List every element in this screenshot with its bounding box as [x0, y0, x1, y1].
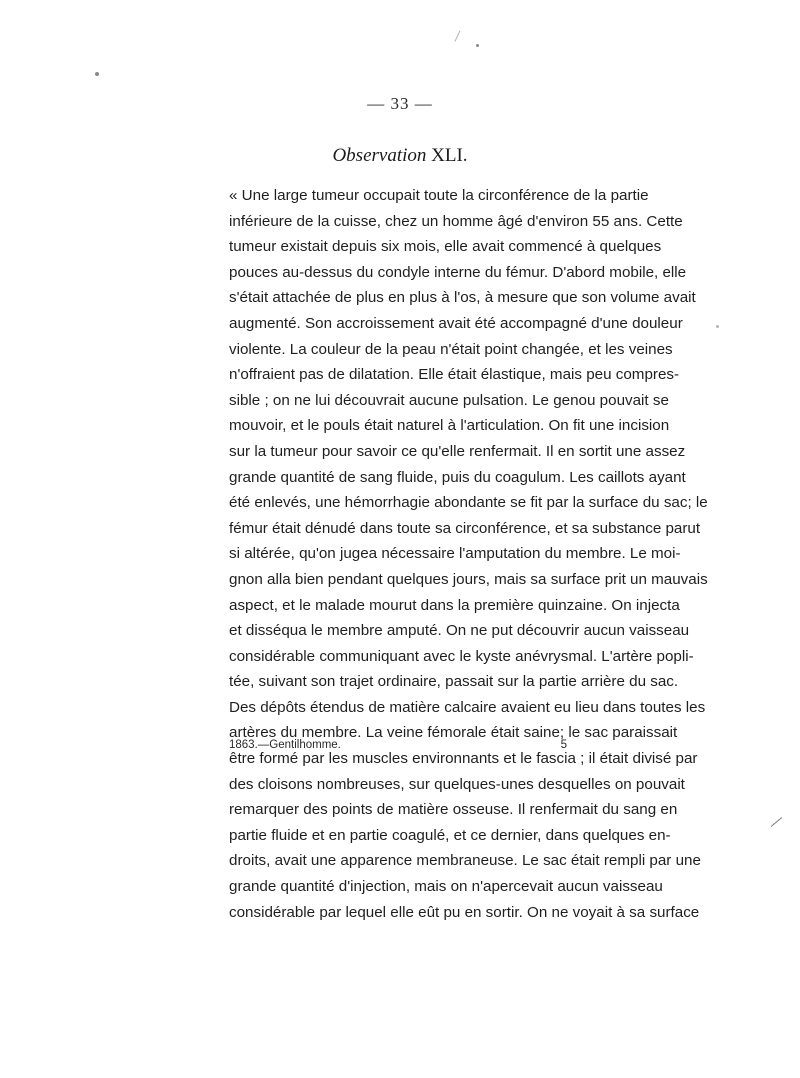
paper-speck — [716, 325, 719, 328]
page-title — [0, 145, 800, 167]
text-line: sible ; on ne lui découvrait aucune pulsation. Le genou pouvait se — [229, 391, 669, 409]
text-line: si altérée, qu'on jugea nécessaire l'amputation du membre. Le moi- — [229, 545, 681, 563]
text-line: sur la tumeur pour savoir ce qu'elle renfermait. Il en sortit une assez — [229, 442, 686, 460]
signature-number: 5 — [560, 739, 567, 751]
text-line: grande quantité d'injection, mais on n'apercevait aucun vaisseau — [229, 878, 663, 896]
paper-speck — [476, 44, 479, 47]
body-paragraph — [229, 183, 708, 925]
text-line: inférieure de la cuisse, chez un homme âgé d'environ 55 ans. Cette — [229, 212, 683, 230]
text-line: considérable par lequel elle eût pu en sortir. On ne voyait à sa surface — [229, 903, 700, 921]
text-line: mouvoir, et le pouls était naturel à l'articulation. On fit une incision — [229, 417, 670, 435]
text-line: remarquer des points de matière osseuse. Il renfermait du sang en — [229, 801, 678, 819]
text-line: tumeur existait depuis six mois, elle avait commencé à quelques — [229, 238, 662, 256]
text-line: gnon alla bien pendant quelques jours, mais sa surface prit un mauvais — [229, 570, 708, 588]
text-line: s'était attachée de plus en plus à l'os, à mesure que son volume avait — [229, 289, 696, 307]
page-number: — 33 — — [367, 94, 433, 113]
text-line: n'offraient pas de dilatation. Elle était élastique, mais peu compres- — [229, 366, 680, 384]
text-line: violente. La couleur de la peau n'était point changée, et les veines — [229, 340, 673, 358]
text-line: pouces au-dessus du condyle interne du fémur. D'abord mobile, elle — [229, 263, 687, 281]
printer-signature: 1863.—Gentilhomme. — [229, 739, 341, 751]
text-line: partie fluide et en partie coagulé, et ce dernier, dans quelques en- — [229, 826, 671, 844]
text-line: augmenté. Son accroissement avait été accompagné d'une douleur — [229, 314, 683, 332]
title-italic: Observation — [332, 145, 427, 166]
text-line: Des dépôts étendus de matière calcaire avaient eu lieu dans toutes les — [229, 698, 706, 716]
text-line: et disséqua le membre amputé. On ne put découvrir aucun vaisseau — [229, 622, 690, 640]
text-line: tée, suivant son trajet ordinaire, passait sur la partie arrière du sac. — [229, 673, 679, 691]
paper-speck — [95, 72, 99, 76]
text-line: des cloisons nombreuses, sur quelques-unes desquelles on pouvait — [229, 775, 685, 793]
text-line: « Une large tumeur occupait toute la circonférence de la partie — [229, 187, 649, 204]
paper-mark — [771, 817, 782, 827]
text-line: grande quantité de sang fluide, puis du coagulum. Les caillots ayant — [229, 468, 686, 486]
text-line: artères du membre. La veine fémorale était saine; le sac paraissait — [229, 724, 678, 742]
text-line: aspect, et le malade mourut dans la première quinzaine. On injecta — [229, 596, 680, 614]
text-line: été enlevés, une hémorrhagie abondante se fit par la surface du sac; le — [229, 494, 708, 512]
text-line: fémur était dénudé dans toute sa circonférence, et sa substance parut — [229, 519, 701, 537]
text-line: droits, avait une apparence membraneuse. Le sac était rempli par une — [229, 852, 701, 870]
text-line: être formé par les muscles environnants et le fascia ; il était divisé par — [229, 750, 698, 768]
page-footer — [229, 739, 575, 751]
title-roman: XLI. — [431, 145, 468, 166]
text-line: considérable communiquant avec le kyste anévrysmal. L'artère popli- — [229, 647, 694, 665]
paper-mark — [455, 30, 461, 41]
